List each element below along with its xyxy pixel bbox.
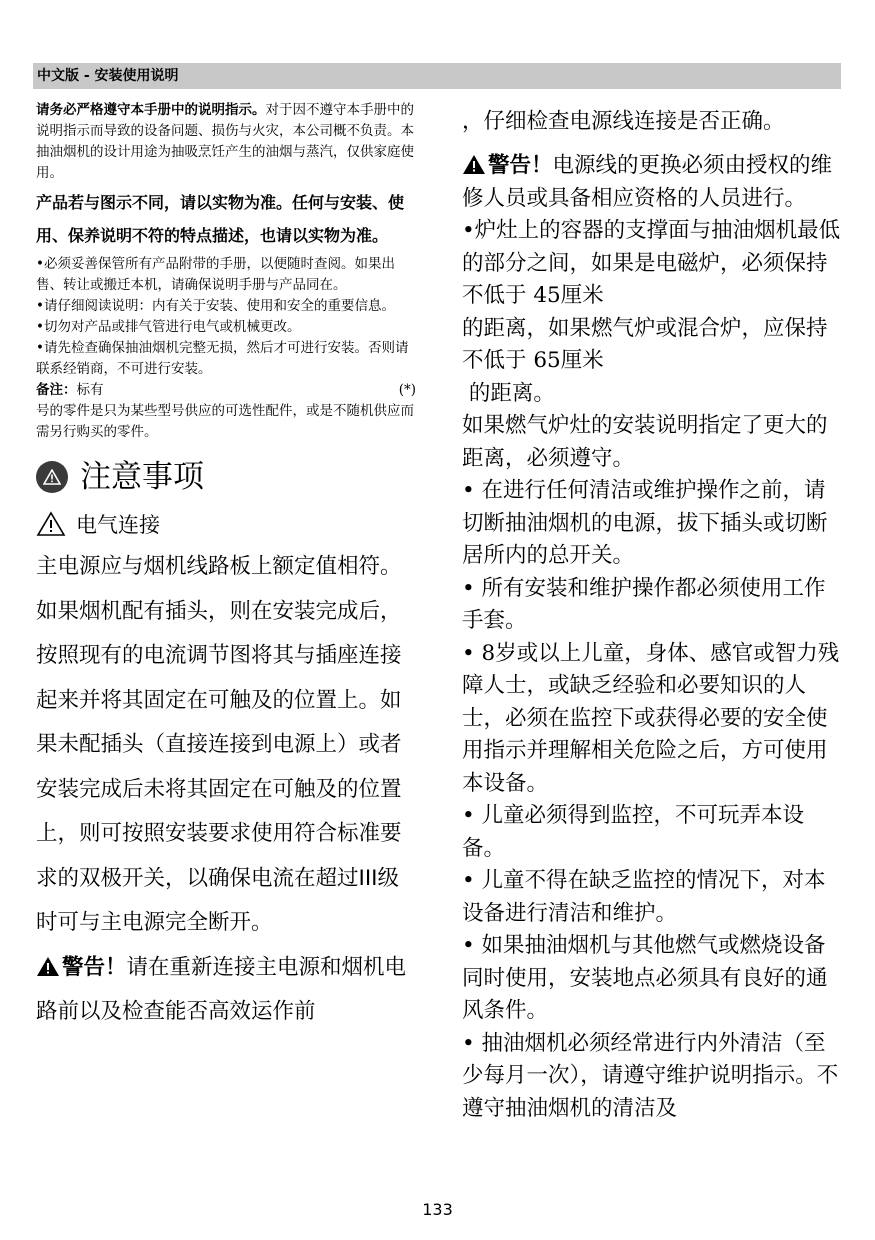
left-column	[36, 100, 416, 1035]
electrical-text: 主电源应与烟机线路板上额定值相符。如果烟机配有插头，则在安装完成后，按照现有的电流调节图将其与插座连接起来并将其固定在可触及的位置上。如果未配插头（直接连接到电源上）或者安装完成后未将其固定在可触及的位置上，则可按照安装要求使用符合标准要求的双极开关，以确保电流在超过III级时可与主电源完全断开。	[36, 554, 402, 935]
left-bullet-item: •必须妥善保管所有产品附带的手册，以便随时查阅。如果出售、转让或搬迁本机，请确保说明手册与产品同在。	[36, 256, 395, 293]
left-bullet-item: •切勿对产品或排气管进行电气或机械更改。	[36, 319, 301, 335]
right-warning-label: 警告！	[488, 153, 553, 178]
right-column	[462, 104, 842, 1125]
continuation-text: ，仔细检查电源线连接是否正确。	[462, 109, 785, 134]
warning-label: 警告！	[62, 954, 127, 980]
intro-text: 对于因不遵守本手册中的说明指示而导致的设备问题、损伤与火灾，本公司概不负责。本抽油烟机的设计用途为抽吸烹饪产生的油烟与蒸汽，仅供家庭使用。	[36, 102, 414, 181]
note-star: (*)	[398, 382, 416, 398]
support-part2: 的距离，如果燃气炉或混合炉，应保持不低于 65厘米	[462, 315, 828, 373]
section-title: 注意事项	[80, 459, 204, 495]
left-bullet-item: •请仔细阅读说明：内有关于安装、使用和安全的重要信息。	[36, 298, 395, 314]
header-title: 中文版 - 安装使用说明	[37, 68, 179, 84]
intro-paragraph	[36, 100, 416, 184]
right-bullet-item: • 如果抽油烟机与其他燃气或燃烧设备同时使用，安装地点必须具有良好的通风条件。	[462, 933, 828, 1023]
subsection-title: 电气连接	[76, 513, 160, 537]
right-bullet-item: • 所有安装和维护操作都必须使用工作手套。	[462, 575, 826, 633]
note-line	[36, 380, 416, 401]
right-warning	[462, 150, 842, 215]
right-bullet-item: • 儿童不得在缺乏监控的情况下，对本设备进行清洁和维护。	[462, 868, 826, 926]
right-warning-text: 电源线的更换必须由授权的维修人员或具备相应资格的人员进行。	[462, 153, 833, 211]
header-bar	[33, 63, 841, 89]
support-part1: •炉灶上的容器的支撑面与抽油烟机最低的部分之间，如果是电磁炉，必须保持不低于 45厘米	[462, 218, 841, 308]
warning-filled-icon	[462, 154, 486, 175]
page-number: 133	[422, 1200, 453, 1219]
warning-circle-icon	[36, 461, 68, 493]
section-heading	[36, 455, 416, 499]
intro-bold: 请务必严格遵守本手册中的说明指示。	[36, 102, 266, 118]
warning-filled-icon	[36, 956, 60, 977]
subsection-heading	[36, 509, 416, 539]
left-warning	[36, 946, 416, 1035]
right-bullet-item: • 儿童必须得到监控，不可玩弄本设备。	[462, 803, 805, 861]
left-bullet-list	[36, 254, 416, 443]
warning-text: 请在重新连接主电源和烟机电路前以及检查能否高效运作前	[36, 954, 407, 1024]
product-notice: 产品若与图示不同，请以实物为准。任何与安装、使用、保养说明不符的特点描述，也请以实物为准。	[36, 193, 405, 245]
left-bullet-item: •请先检查确保抽油烟机完整无损，然后才可进行安装。否则请联系经销商，不可进行安装。	[36, 340, 409, 377]
warning-outline-icon	[36, 511, 66, 537]
right-bullet-item: • 在进行任何清洁或维护操作之前，请切断抽油烟机的电源，拔下插头或切断居所内的总开关。	[462, 478, 828, 568]
note-label: 备注：	[36, 382, 77, 398]
note-rest: 号的零件是只为某些型号供应的可选性配件，或是不随机供应而需另行购买的零件。	[36, 403, 414, 440]
right-bullet-item: • 8岁或以上儿童，身体、感官或智力残障人士，或缺乏经验和必要知识的人士，必须在监控下或获得必要的安全使用指示并理解相关危险之后，方可使用本设备。	[462, 640, 840, 796]
note-first: 标有	[76, 382, 104, 398]
gas-note: 如果燃气炉灶的安装说明指定了更大的距离，必须遵守。	[462, 413, 828, 471]
right-bullet-item: • 抽油烟机必须经常进行内外清洁（至少每月一次），请遵守维护说明指示。不遵守抽油烟机的清洁及	[462, 1030, 839, 1121]
support-part3: 的距离。	[462, 380, 555, 406]
